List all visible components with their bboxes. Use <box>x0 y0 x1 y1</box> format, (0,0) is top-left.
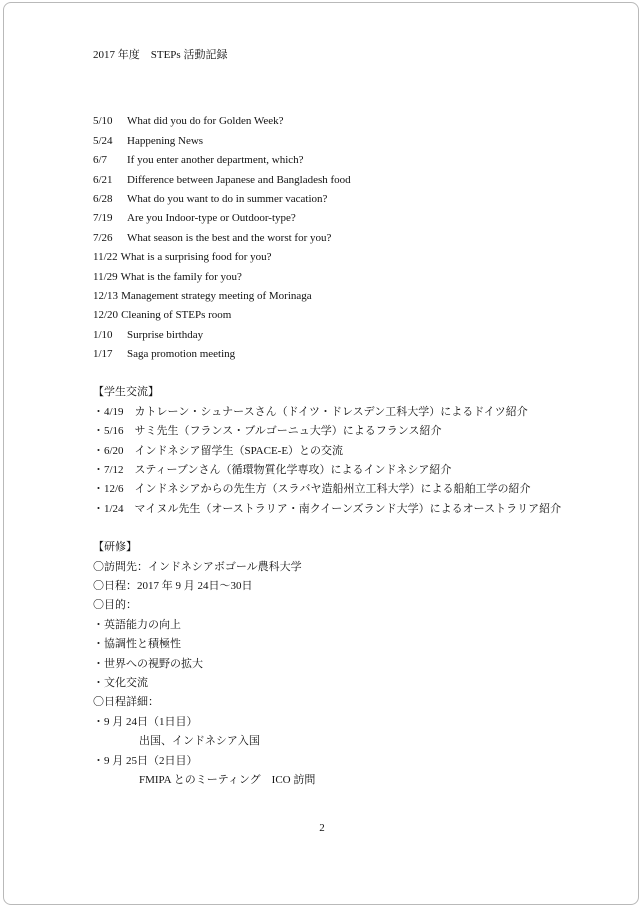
activity-row <box>93 132 563 151</box>
activity-row <box>93 151 563 170</box>
activity-topic: Happening News <box>127 134 204 147</box>
activity-date: 11/22 <box>93 251 118 264</box>
activity-row <box>93 112 563 131</box>
exchange-item: ・1/24 マイヌル先生（オーストラリア・南クイーンズランド大学）によるオーストラリア紹介 <box>93 502 562 515</box>
activity-date: 7/19 <box>93 212 113 225</box>
activity-date: 1/10 <box>93 328 113 341</box>
activity-row <box>93 190 563 209</box>
training-purpose-item: ・英語能力の向上 <box>93 618 181 631</box>
activity-topic: What season is the best and the worst for you? <box>127 231 332 244</box>
activity-topic: Surprise birthday <box>127 328 204 341</box>
exchange-item: ・5/16 サミ先生（フランス・ブルゴーニュ大学）によるフランス紹介 <box>93 425 442 438</box>
training-purpose-item: ・世界への視野の拡大 <box>93 657 203 670</box>
exchange-heading: 【学生交流】 <box>93 386 159 399</box>
activity-topic: Are you Indoor-type or Outdoor-type? <box>127 212 296 225</box>
exchange-item: ・7/12 スティーブンさん（循環物質化学専攻）によるインドネシア紹介 <box>93 464 452 477</box>
activity-date: 5/24 <box>93 134 113 147</box>
activity-topic: What do you want to do in summer vacation? <box>127 192 328 205</box>
activity-row <box>93 209 563 228</box>
exchange-item: ・6/20 インドネシア留学生（SPACE-E）との交流 <box>93 444 344 457</box>
activity-topic: Cleaning of STEPs room <box>121 309 232 322</box>
activity-row <box>93 345 563 364</box>
training-purpose-item: ・協調性と積極性 <box>93 638 181 651</box>
activity-date: 6/7 <box>93 154 108 167</box>
exchange-item: ・12/6 インドネシアからの先生方（スラバヤ造船州立工科大学）による船舶工学の紹介 <box>93 483 531 496</box>
activity-row <box>93 171 563 190</box>
activity-row <box>93 229 563 248</box>
training-day-detail: 出国、インドネシア入国 <box>139 735 260 748</box>
activity-row <box>93 268 563 287</box>
training-day-label: ・9 月 25日（2日目） <box>93 754 198 767</box>
activity-list <box>93 112 563 364</box>
activity-topic: What is a surprising food for you? <box>120 251 272 264</box>
exchange-item: ・4/19 カトレーン・シュナースさん（ドイツ・ドレスデン工科大学）によるドイツ紹介 <box>93 405 528 418</box>
training-purpose-item: ・文化交流 <box>93 676 148 689</box>
activity-topic: What is the family for you? <box>120 270 242 283</box>
activity-topic: Saga promotion meeting <box>127 348 236 361</box>
activity-row <box>93 326 563 345</box>
training-details-heading: 〇日程詳細： <box>93 696 159 709</box>
activity-date: 6/28 <box>93 192 113 205</box>
training-destination: 〇訪問先：インドネシアボゴール農科大学 <box>93 560 302 573</box>
activity-date: 12/20 <box>93 309 119 322</box>
activity-date: 6/21 <box>93 173 113 186</box>
training-section <box>93 538 563 790</box>
training-purpose-heading: 〇目的： <box>93 599 137 612</box>
activity-date: 5/10 <box>93 115 113 128</box>
activity-topic: Difference between Japanese and Bangladesh food <box>127 173 351 186</box>
activity-topic: What did you do for Golden Week? <box>127 115 284 128</box>
activity-row <box>93 306 563 325</box>
activity-topic: If you enter another department, which? <box>127 154 304 167</box>
spacer <box>93 65 563 112</box>
activity-row <box>93 248 563 267</box>
training-schedule: 〇日程：2017 年 9 月 24日～30日 <box>93 580 253 592</box>
page-number: 2 <box>319 822 325 834</box>
activity-row <box>93 287 563 306</box>
activity-date: 1/17 <box>93 348 113 361</box>
activity-date: 11/29 <box>93 270 118 283</box>
training-day-detail: FMIPA とのミーティング ICO 訪問 <box>139 773 316 786</box>
document-title: 2017 年度 STEPs 活動記録 <box>93 49 228 61</box>
training-heading: 【研修】 <box>93 541 137 554</box>
activity-date: 12/13 <box>93 289 119 302</box>
spacer <box>93 519 563 538</box>
document-body <box>93 46 563 790</box>
spacer <box>93 364 563 383</box>
activity-date: 7/26 <box>93 231 113 244</box>
activity-topic: Management strategy meeting of Morinaga <box>121 289 312 302</box>
training-day-label: ・9 月 24日（1日目） <box>93 715 198 728</box>
exchange-section <box>93 383 563 519</box>
